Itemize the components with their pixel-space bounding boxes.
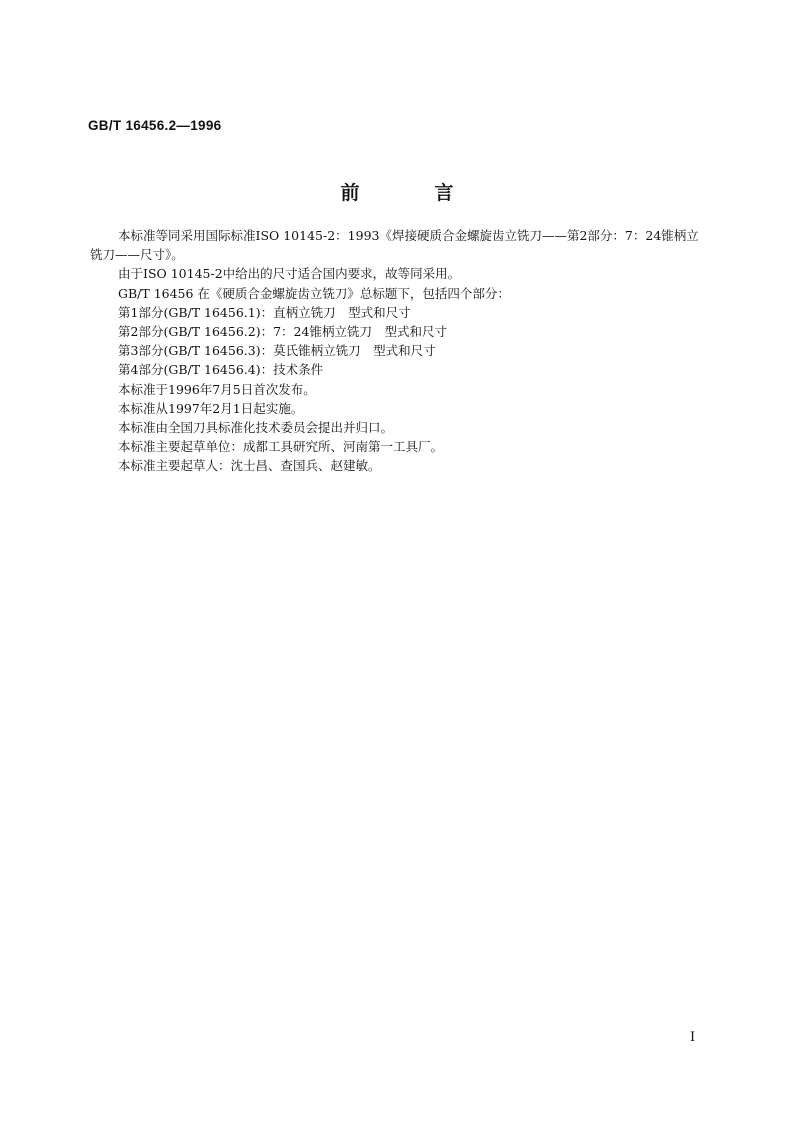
paragraph-part-3: 第3部分(GB/T 16456.3)：莫氏锥柄立铣刀 型式和尺寸 xyxy=(118,343,436,359)
paragraph-release-date: 本标准于1996年7月5日首次发布。 xyxy=(118,381,316,397)
paragraph-part-1: 第1部分(GB/T 16456.1)：直柄立铣刀 型式和尺寸 xyxy=(118,304,411,320)
paragraph-drafters: 本标准主要起草人：沈士昌、查国兵、赵建敏。 xyxy=(118,458,381,474)
paragraph-effective-date: 本标准从1997年2月1日起实施。 xyxy=(118,400,304,416)
page-title: 前 言 xyxy=(340,182,482,204)
paragraph-adoption: 本标准等同采用国际标准ISO 10145-2：1993《焊接硬质合金螺旋齿立铣刀——第2部分：7：24锥柄立铣刀——尺寸》。 xyxy=(90,228,699,263)
paragraph-proposer: 本标准由全国刀具标准化技术委员会提出并归口。 xyxy=(118,420,394,436)
foreword-body xyxy=(90,226,710,476)
paragraph-part-4: 第4部分(GB/T 16456.4)：技术条件 xyxy=(118,362,324,378)
page-number: I xyxy=(690,1030,696,1045)
paragraph-reason: 由于ISO 10145-2中给出的尺寸适合国内要求，故等同采用。 xyxy=(118,266,461,282)
paragraph-parts-intro: GB/T 16456 在《硬质合金螺旋齿立铣刀》总标题下，包括四个部分： xyxy=(118,285,510,301)
paragraph-drafting-units: 本标准主要起草单位：成都工具研究所、河南第一工具厂。 xyxy=(118,439,444,455)
paragraph-part-2: 第2部分(GB/T 16456.2)：7：24锥柄立铣刀 型式和尺寸 xyxy=(118,324,447,340)
standard-code: GB/T 16456.2—1996 xyxy=(88,118,222,133)
